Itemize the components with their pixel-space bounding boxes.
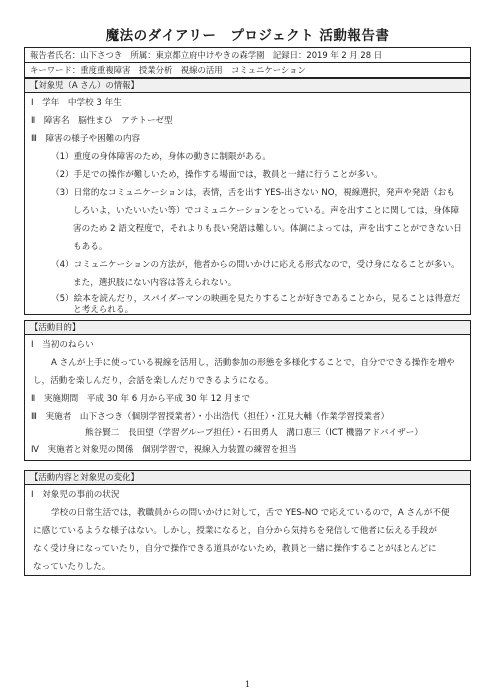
- activity-line: Ⅰ 対象児の事前の状況: [31, 490, 120, 500]
- section-heading: 【活動目的】: [25, 321, 470, 335]
- info-line: Ⅱ 障害名 脳性まひ アテトーゼ型: [31, 116, 173, 126]
- page-number: 1: [244, 680, 251, 689]
- info-line: Ⅲ 障害の様子や困難の内容: [31, 134, 141, 144]
- purpose-line: 熊谷賢二 長田望（学習グループ担任）・石田勇人 溝口恵三（ICT 機器アドバイザー）: [85, 428, 423, 438]
- activity-line: 学校の日常生活では，教職員からの問いかけに対して，舌で YES-NO で応えているので，A さんが不便: [51, 508, 450, 518]
- activity-line: に感じているような様子はない。しかし，授業になると，自分から気持ちを発信して他者に伝える手段が: [33, 526, 437, 536]
- info-line: （4）コミュニケーションの方法が，他者からの問いかけに応える形式なので，受け身になることが多い。: [51, 260, 460, 270]
- purpose-line: A さんが上手に使っている視線を活用し，活動参加の形態を多様化することで，自分でできる操作を増や: [51, 358, 455, 368]
- activity-line: なく受け身になっていたり，自分で操作できる道具がないため，教員と一緒に操作することがほとんどに: [33, 544, 437, 554]
- info-line: もある。: [73, 242, 108, 252]
- section-purpose: [24, 320, 471, 461]
- activity-line: なっていたりした。: [33, 562, 111, 572]
- info-line: また，選択肢にない内容は答えられない。: [73, 278, 237, 288]
- info-line: 害のため 2 語文程度で，それよりも長い発語は難しい。体調によっては，声を出すことができない日: [73, 224, 462, 234]
- info-line: （2）手足での操作が難しいため，操作する場面では，教員と一緒に行うことが多い。: [51, 170, 383, 180]
- purpose-line: し，活動を楽しんだり，会話を楽しんだりできるようになる。: [33, 376, 274, 386]
- section-heading: 【活動内容と対象児の変化】: [25, 471, 470, 485]
- section-heading: 【対象児（A さん）の情報】: [25, 79, 470, 93]
- purpose-line: Ⅲ 実施者 山下さつき（個別学習授業者）・小出浩代（担任）・江見大輔（作業学習授業者）: [31, 412, 390, 422]
- purpose-line: Ⅱ 実施期間 平成 30 年 6 月から平成 30 年 12 月まで: [31, 394, 251, 404]
- meta-author-row: 報告者氏名：山下さつき 所属：東京都立府中けやきの森学園 記録日：2019 年 2 月 28 日: [30, 50, 383, 60]
- meta-keywords-row: キーワード：重度重複障害 授業分析 視線の活用 コミュニケーション: [25, 62, 470, 77]
- report-title: 魔法のダイアリー プロジェクト 活動報告書: [105, 28, 390, 44]
- section-activity: [24, 470, 471, 576]
- purpose-line: Ⅰ 当初のねらい: [31, 340, 94, 350]
- info-line: （3）日常的なコミュニケーションは，表情，舌を出す YES-出さない NO，視線選択，発声や発語（おも: [51, 188, 455, 198]
- info-line: （5）絵本を読んだり，スパイダーマンの映画を見たりすることが好きであることから，見ることは得意だ: [51, 294, 461, 304]
- purpose-line: Ⅳ 実施者と対象児の関係 個別学習で，視線入力装置の練習を担当: [31, 445, 297, 455]
- info-line: （1）重度の身体障害のため，身体の動きに制限がある。: [51, 152, 271, 162]
- info-line: しろいよ，いたいいたい等）でコミュニケーションをとっている。声を出すことに関しては，身体障: [73, 206, 460, 216]
- report-meta: [24, 47, 471, 78]
- section-subject-info: [24, 78, 471, 315]
- info-line: と考えられる。: [73, 305, 134, 315]
- info-line: Ⅰ 学年 中学校 3 年生: [31, 98, 122, 108]
